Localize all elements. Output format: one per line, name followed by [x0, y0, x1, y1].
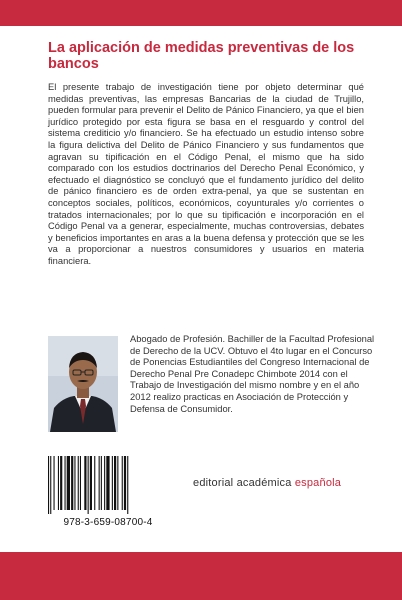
isbn-number: 978-3-659-08700-4 [63, 517, 153, 528]
publisher-name-accent: española [294, 477, 342, 489]
isbn-barcode-area [40, 448, 176, 538]
publisher-name-main: editorial académica [193, 477, 295, 489]
book-abstract: El presente trabajo de investigación tiene por objeto determinar qué medidas preventivas, las empresas Bancarias de la ciudad de Trujillo, pueden formular para prevenir el Delito de Pánico Financiero, ya que el bien jurídico protegido por esta figura se basa en el resguardo y control del sistema crediticio y/o financiero. Se ha efectuado un estudio intenso sobre la figura delictiva del Delito de Pánico Financiero y sus fundamentos que agravan su tipificación en el Código Penal, el mismo que ha sido comparado con los estudios doctrinarios del Derecho Penal Económico, y efectuado el diagnóstico se concluyó que el fundamento jurídico del delito de pánico financiero es de orden extra-penal, ya que se sustentan en conceptos sociales, políticos, económicos, coyunturales y/o corrientes o tratados internacionales; por lo que su tipificación e incorporación en el Código Penal va a generar, especialmente, muchas controversias, debates y beneficios importantes en aras a la buena defensa y protección que se les va a proporcionar a nuestros consumidores y usuarios en materia financiera. [48, 82, 364, 266]
top-color-band [0, 0, 402, 26]
book-title: La aplicación de medidas preventivas de los bancos [48, 40, 355, 72]
bottom-color-band [0, 552, 402, 600]
barcode [48, 456, 168, 514]
publisher-name [193, 477, 383, 489]
author-bio: Abogado de Profesión. Bachiller de la Facultad Profesional de Derecho de la UCV. Obtuvo el 4to lugar en el Concurso de Ponencias Estudiantiles del Congreso Internacional de Derecho Penal Pre Conadepc Chimbote 2014 con el Trabajo de Investigación del mismo nombre y en el año 2012 realizo practicas en Asociación de Protección y Defensa de Consumidor. [130, 334, 375, 414]
author-photo [48, 336, 118, 432]
